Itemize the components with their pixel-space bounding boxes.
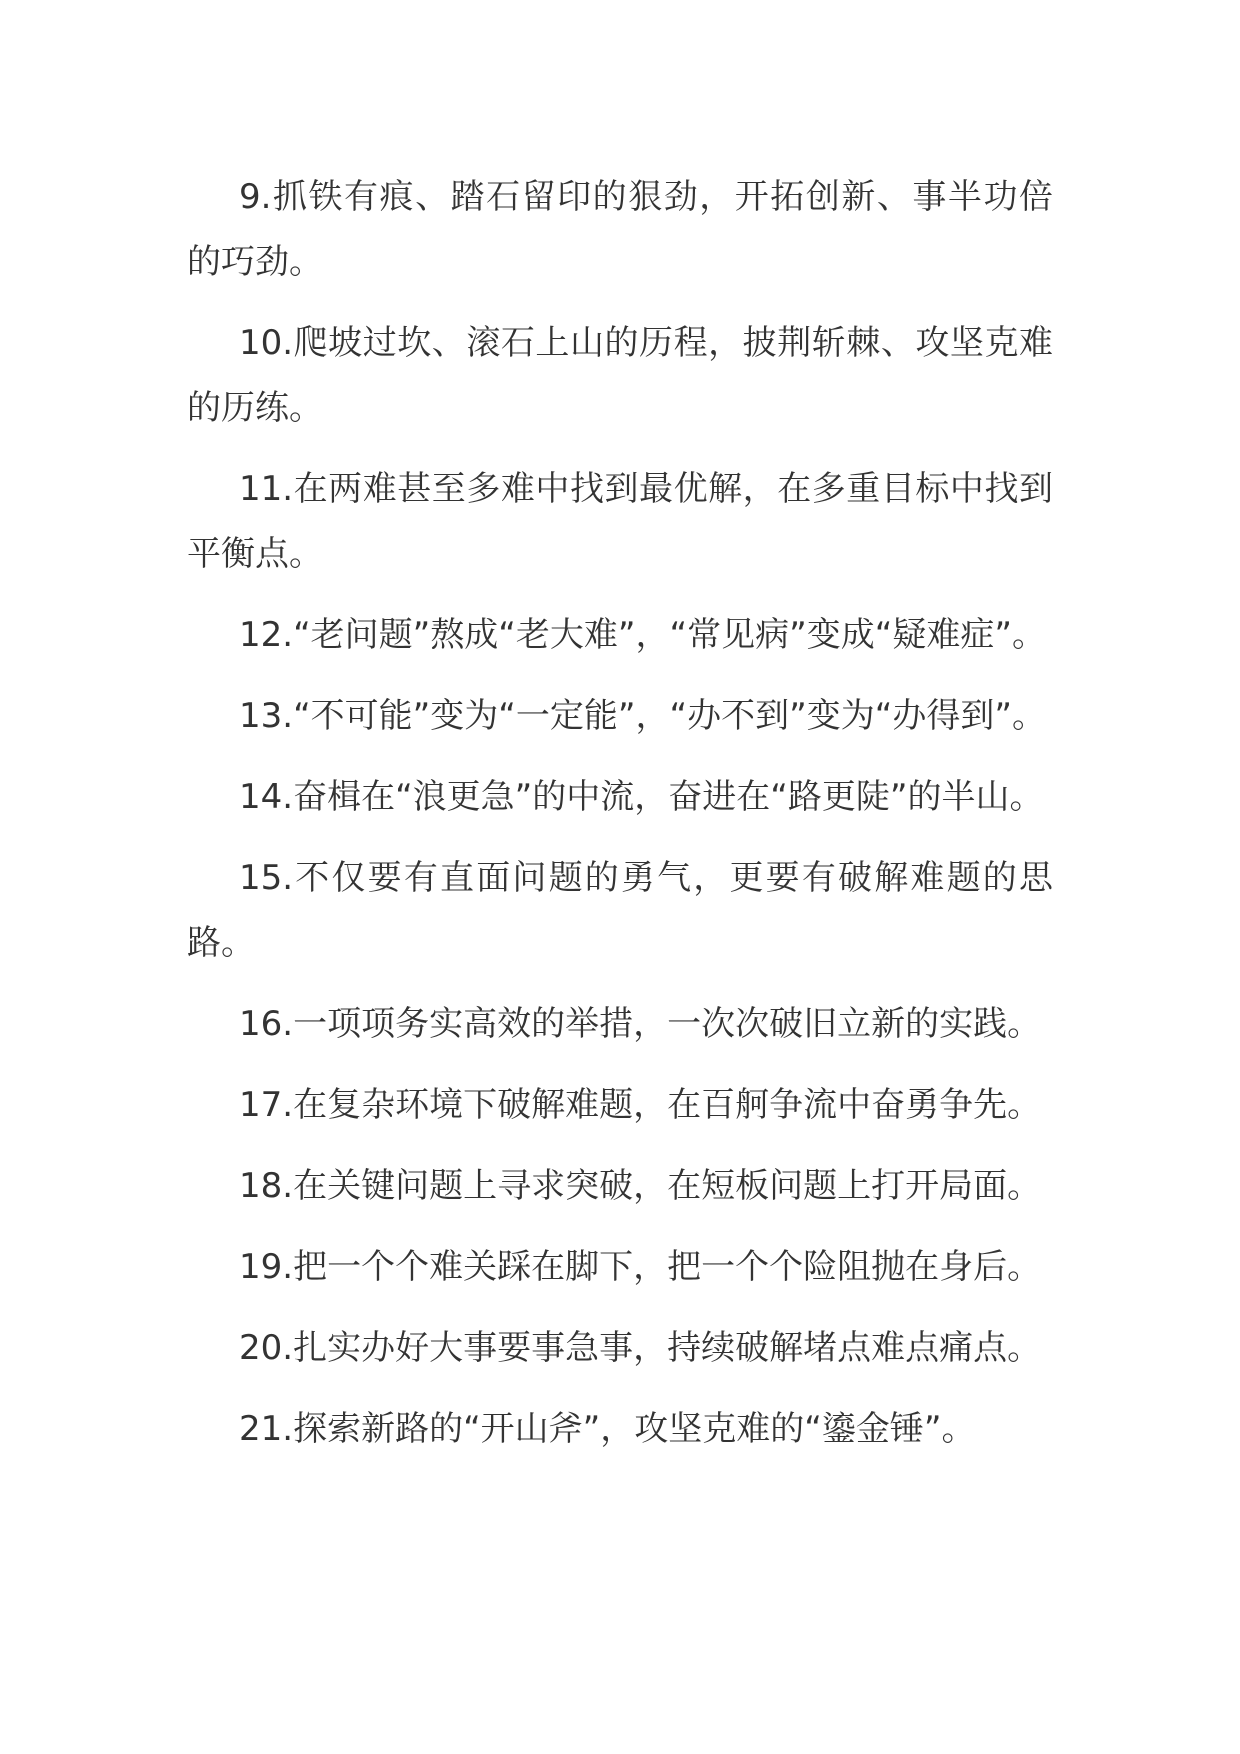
paragraph-item-18: 18.在关键问题上寻求突破，在短板问题上打开局面。 [239,1166,1042,1206]
paragraph-item-10: 10.爬坡过坎、滚石上山的历程，披荆斩棘、攻坚克难的历练。 [187,323,1053,428]
document-page [187,165,1053,1478]
paragraph-item-9: 9.抓铁有痕、踏石留印的狠劲，开拓创新、事半功倍的巧劲。 [187,177,1053,282]
paragraph-item-20: 20.扎实办好大事要事急事，持续破解堵点难点痛点。 [239,1328,1042,1368]
paragraph-item-12: 12.“老问题”熬成“老大难”，“常见病”变成“疑难症”。 [239,615,1046,655]
paragraph-item-13: 13.“不可能”变为“一定能”，“办不到”变为“办得到”。 [239,696,1046,736]
paragraph-item-14: 14.奋楫在“浪更急”的中流，奋进在“路更陡”的半山。 [239,777,1044,817]
paragraph-item-11: 11.在两难甚至多难中找到最优解，在多重目标中找到平衡点。 [187,469,1053,574]
paragraph-item-17: 17.在复杂环境下破解难题，在百舸争流中奋勇争先。 [239,1085,1042,1125]
paragraph-item-19: 19.把一个个难关踩在脚下，把一个个险阻抛在身后。 [239,1247,1042,1287]
paragraph-item-16: 16.一项项务实高效的举措，一次次破旧立新的实践。 [239,1004,1042,1044]
paragraph-item-15: 15.不仅要有直面问题的勇气，更要有破解难题的思路。 [187,858,1053,963]
paragraph-item-21: 21.探索新路的“开山斧”，攻坚克难的“鎏金锤”。 [239,1409,976,1449]
